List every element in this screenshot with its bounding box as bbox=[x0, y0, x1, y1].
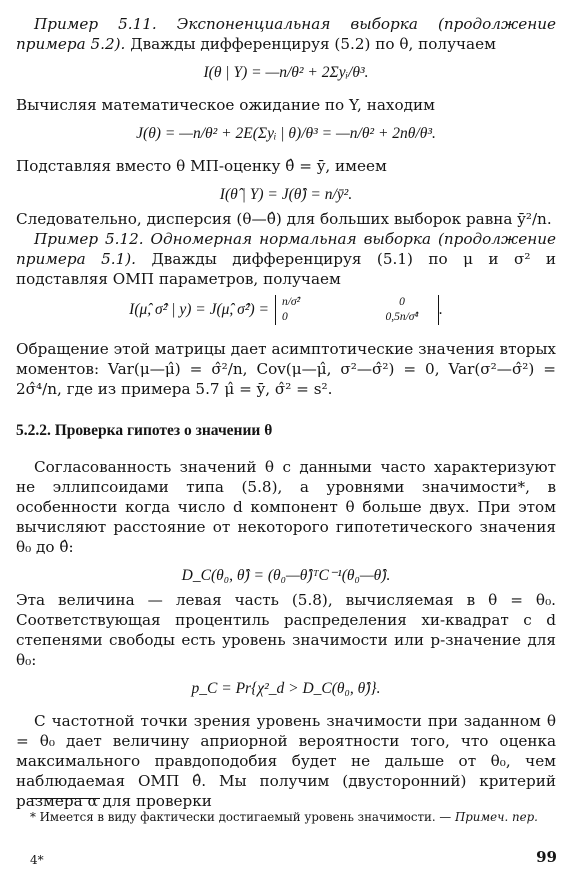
paragraph-consistency: Согласованность значений θ с данными часто характеризуют не эллипсоидами типа (5.8), а уровнями значимости*, в особенности когда число d компонент θ больше двух. При этом вычисляют расстояние от некоторого гипотетического значения θ₀ до θ̂: bbox=[16, 458, 556, 556]
equation-distance: D_C(θ₀, θ̂) = (θ₀—θ̂)ᵀC⁻¹(θ₀—θ̂). bbox=[181, 567, 391, 584]
equation-information-matrix bbox=[16, 295, 556, 325]
equation-p-value: p_C = Pr{χ²_d > D_C(θ₀, θ̂)}. bbox=[191, 680, 381, 697]
example-5-11-label: Пример 5.11. Экспоненциальная выборка (продолжение примера 5.2). bbox=[16, 15, 556, 53]
example-5-11 bbox=[16, 14, 556, 54]
example-5-11-text: Дважды дифференцируя (5.2) по θ, получаем bbox=[125, 35, 496, 53]
equation-estimate-info: I(θ̂ | Y) = J(θ̂) = n/ȳ². bbox=[219, 186, 353, 203]
paragraph-substitute: Подставляя вместо θ МП-оценку θ̂ = ȳ, имеем bbox=[16, 157, 387, 175]
matrix-cell-21: 0 bbox=[281, 311, 288, 323]
matrix-cell-11: n/σ̂² bbox=[281, 296, 301, 308]
information-matrix bbox=[275, 295, 439, 325]
footnote-text: * Имеется в виду фактически достигаемый уровень значимости. — bbox=[30, 810, 455, 824]
example-5-12-label: Пример 5.12. Одномерная нормальная выборка (продолжение примера 5.1). bbox=[16, 230, 556, 268]
example-5-12-text: Дважды дифференцируя (5.1) по μ и σ² и подставляя ОМП параметров, получаем bbox=[16, 250, 556, 288]
matrix-cell-12: 0 bbox=[399, 296, 405, 308]
matrix-cell-22: 0,5n/σ̂⁴ bbox=[385, 311, 419, 323]
matrix-equation-lhs: I(μ̂, σ̂² | y) = J(μ̂, σ̂²) = bbox=[129, 301, 269, 318]
example-5-12 bbox=[16, 229, 556, 289]
footnote-rule bbox=[30, 798, 100, 799]
equation-expected-info: J(θ) = —n/θ² + 2E(Σyᵢ | θ)/θ³ = —n/θ² + 2nθ/θ³. bbox=[136, 125, 436, 142]
footnote bbox=[30, 809, 560, 825]
matrix-equation-tail: . bbox=[438, 301, 443, 318]
paragraph-inverse: Обращение этой матрицы дает асимптотические значения вторых моментов: Var(μ—μ̂) = σ̂²/n, Cov(μ—μ̂, σ²—σ̂²) = 0, Var(σ²—σ̂²) = 2σ̂⁴/n, где из примера 5.7 μ̂ = ȳ, σ̂² = s². bbox=[16, 340, 556, 398]
equation-observed-info: I(θ | Y) = —n/θ² + 2Σyᵢ/θ³. bbox=[203, 64, 369, 81]
signature-mark: 4* bbox=[30, 853, 44, 867]
paragraph-p-value: Эта величина — левая часть (5.8), вычисляемая в θ = θ₀. Соответствующая процентиль распределения хи-квадрат с d степенями свободы есть уровень значимости или p-значение для θ₀: bbox=[16, 591, 556, 669]
paragraph-expectation: Вычисляя математическое ожидание по Y, находим bbox=[16, 96, 435, 114]
page-body bbox=[16, 14, 556, 811]
paragraph-frequentist: С частотной точки зрения уровень значимости при заданном θ = θ₀ дает величину априорной вероятности того, что оценка максимального правдоподобия будет не дальше от θ₀, чем наблюдаемая ОМП θ̂. Мы получим (двусторонний) критерий размера α для проверки bbox=[16, 712, 556, 810]
footnote-tail: Примеч. пер. bbox=[454, 810, 538, 824]
page-number: 99 bbox=[536, 848, 557, 866]
paragraph-variance: Следовательно, дисперсия (θ—θ̂) для больших выборок равна ȳ²/n. bbox=[16, 210, 552, 228]
section-heading: 5.2.2. Проверка гипотез о значении θ bbox=[16, 422, 273, 439]
